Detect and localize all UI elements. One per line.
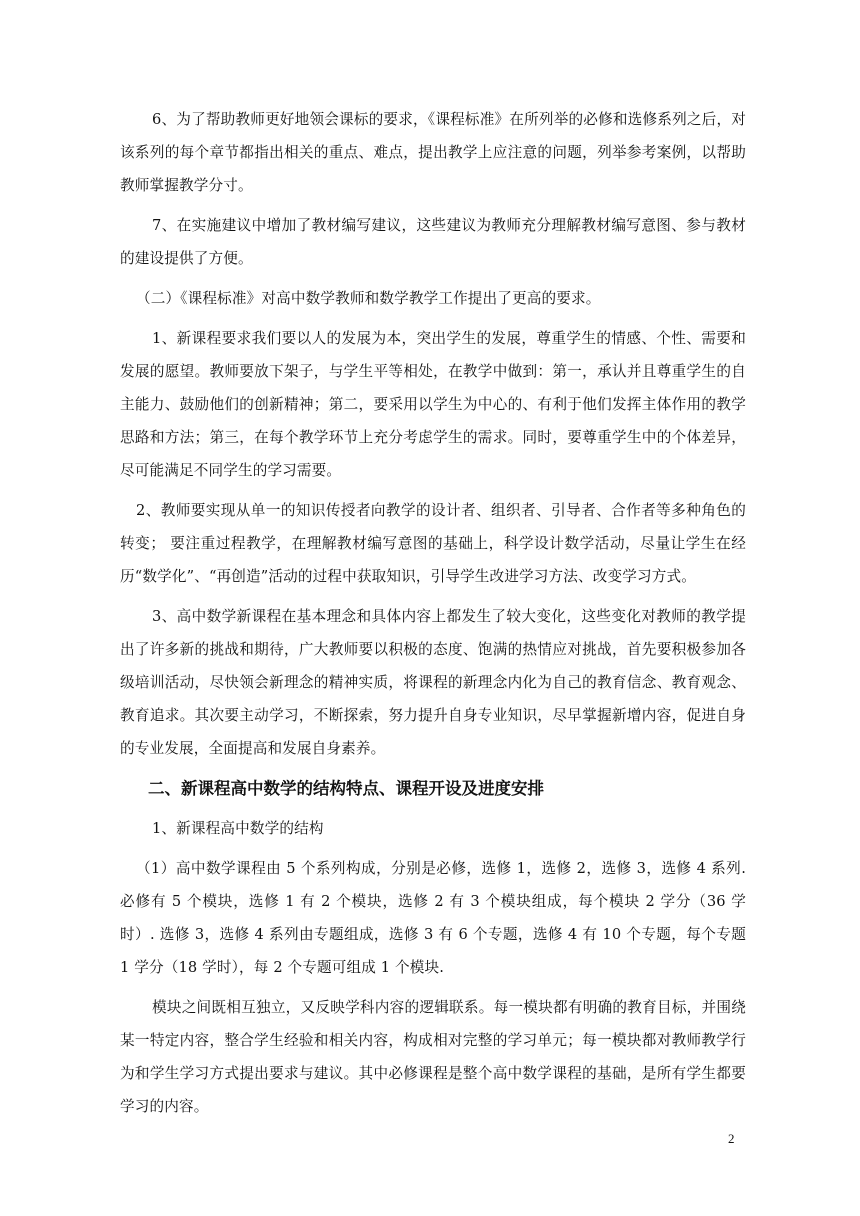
subheading-structure: 1、新课程高中数学的结构 <box>152 820 324 837</box>
paragraph-modules: 模块之间既相互独立，又反映学科内容的逻辑联系。每一模块都有明确的教育目标，并围绕某一特定内容，整合学生经验和相关内容，构成相对完整的学习单元；每一模块都对教师教学行为和学生学习方式提出要求与建议。其中必修课程是整个高中数学课程的基础，是所有学生都要学习的内容。 <box>120 999 746 1115</box>
paragraph-item-6: 6、为了帮助教师更好地领会课标的要求，《课程标准》在所列举的必修和选修系列之后，对该系列的每个章节都指出相关的重点、难点，提出教学上应注意的问题，列举参考案例，以帮助教师掌握教学分寸。 <box>120 111 746 194</box>
paragraph-item-7: 7、在实施建议中增加了教材编写建议，这些建议为教师充分理解教材编写意图、参与教材的建设提供了方便。 <box>120 217 746 267</box>
page-content <box>120 103 746 1130</box>
section-heading: 二、新课程高中数学的结构特点、课程开设及进度安排 <box>148 779 544 798</box>
paragraph-course-series: （1）高中数学课程由 5 个系列构成，分别是必修，选修 1，选修 2，选修 3，选修 4 系列. 必修有 5 个模块，选修 1 有 2 个模块，选修 2 有 3 个模块组成，每个模块 2 学分（36 学时）. 选修 3，选修 4 系列由专题组成，选修 3 有 6 个专题，选修 4 有 10 个专题，每个专题 1 学分（18 学时），每 2 个专题可组成 1 个模块. <box>120 860 746 976</box>
page-number: 2 <box>728 1131 735 1146</box>
paragraph-requirement-1: 1、新课程要求我们要以人的发展为本，突出学生的发展，尊重学生的情感、个性、需要和发展的愿望。教师要放下架子，与学生平等相处，在教学中做到：第一，承认并且尊重学生的自主能力、鼓励他们的创新精神；第二，要采用以学生为中心的、有利于他们发挥主体作用的教学思路和方法；第三，在每个教学环节上充分考虑学生的需求。同时，要尊重学生中的个体差异，尽可能满足不同学生的学习需要。 <box>120 330 746 479</box>
paragraph-section-two-subtitle: （二）《课程标准》对高中数学教师和数学教学工作提出了更高的要求。 <box>136 290 601 307</box>
paragraph-requirement-3: 3、高中数学新课程在基本理念和具体内容上都发生了较大变化，这些变化对教师的教学提出了许多新的挑战和期待，广大教师要以积极的态度、饱满的热情应对挑战，首先要积极参加各级培训活动，尽快领会新理念的精神实质，将课程的新理念内化为自己的教育信念、教育观念、教育追求。其次要主动学习，不断探索，努力提升自身专业知识，尽早掌握新增内容，促进自身的专业发展，全面提高和发展自身素养。 <box>120 608 746 757</box>
paragraph-requirement-2: 2、教师要实现从单一的知识传授者向教学的设计者、组织者、引导者、合作者等多种角色的转变； 要注重过程教学，在理解教材编写意图的基础上，科学设计数学活动，尽量让学生在经历“数学化”、“再创造”活动的过程中获取知识，引导学生改进学习方法、改变学习方式。 <box>120 502 746 585</box>
